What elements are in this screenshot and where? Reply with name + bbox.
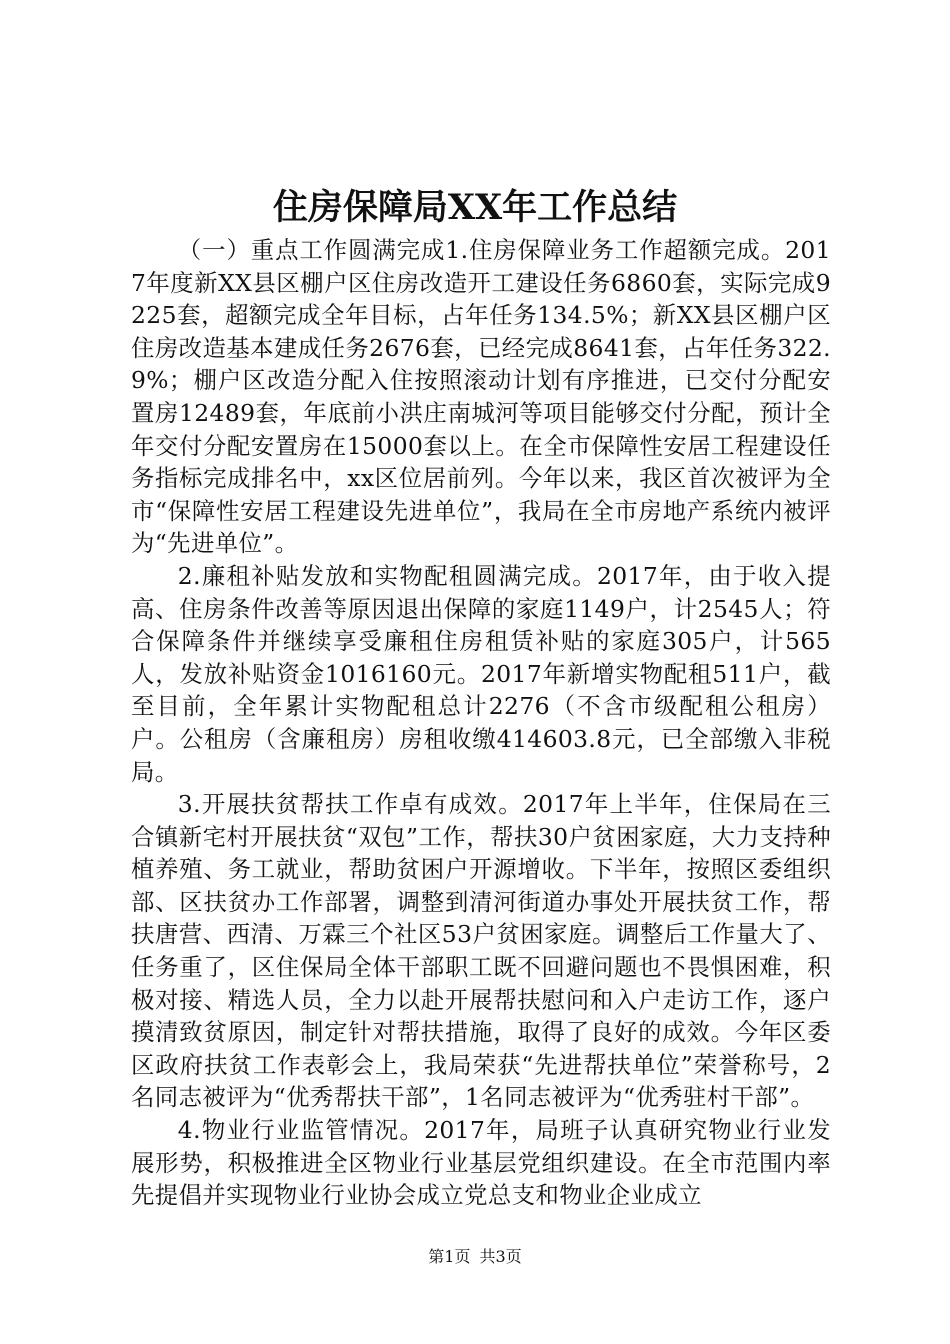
paragraph-1: （一）重点工作圆满完成1.住房保障业务工作超额完成。2017年度新XX县区棚户区住房改造开工建设任务6860套，实际完成9225套，超额完成全年目标，占年任务134.5%；新XX县区棚户区住房改造基本建成任务2676套，已经完成8641套，占年任务322.9%；棚户区改造分配入住按照滚动计划有序推进，已交付分配安置房12489套，年底前小洪庄南城河等项目能够交付分配，预计全年交付分配安置房在15000套以上。在全市保障性安居工程建设任务指标完成排名中，xx区位居前列。今年以来，我区首次被评为全市“保障性安居工程建设先进单位”，我局在全市房地产系统内被评为“先进单位”。 [131, 236, 831, 558]
paragraph-2: 2.廉租补贴发放和实物配租圆满完成。2017年，由于收入提高、住房条件改善等原因退出保障的家庭1149户，计2545人；符合保障条件并继续享受廉租住房租赁补贴的家庭305户，计565人，发放补贴资金1016160元。2017年新增实物配租511户，截至目前，全年累计实物配租总计2276（不含市级配租公租房）户。公租房（含廉租房）房租收缴414603.8元，已全部缴入非税局。 [131, 561, 831, 786]
paragraph-4: 4.物业行业监管情况。2017年，局班子认真研究物业行业发展形势，积极推进全区物业行业基层党组织建设。在全市范围内率先提倡并实现物业行业协会成立党总支和物业企业成立 [131, 1116, 831, 1210]
page-total: 共3页 [479, 1247, 522, 1266]
paragraph-3: 3.开展扶贫帮扶工作卓有成效。2017年上半年，住保局在三合镇新宅村开展扶贫“双包”工作，帮扶30户贫困家庭，大力支持种植养殖、务工就业，帮助贫困户开源增收。下半年，按照区委组织部、区扶贫办工作部署，调整到清河街道办事处开展扶贫工作，帮扶唐营、西清、万霖三个社区53户贫困家庭。调整后工作量大了、任务重了，区住保局全体干部职工既不回避问题也不畏惧困难，积极对接、精选人员，全力以赴开展帮扶慰问和入户走访工作，逐户摸清致贫原因，制定针对帮扶措施，取得了良好的成效。今年区委区政府扶贫工作表彰会上，我局荣获“先进帮扶单位”荣誉称号，2名同志被评为“优秀帮扶干部”，1名同志被评为“优秀驻村干部”。 [131, 790, 831, 1112]
document-body [131, 234, 831, 1212]
document-title: 住房保障局XX年工作总结 [272, 187, 678, 228]
page-footer [0, 1247, 950, 1267]
page-number: 第1页 [428, 1247, 471, 1266]
